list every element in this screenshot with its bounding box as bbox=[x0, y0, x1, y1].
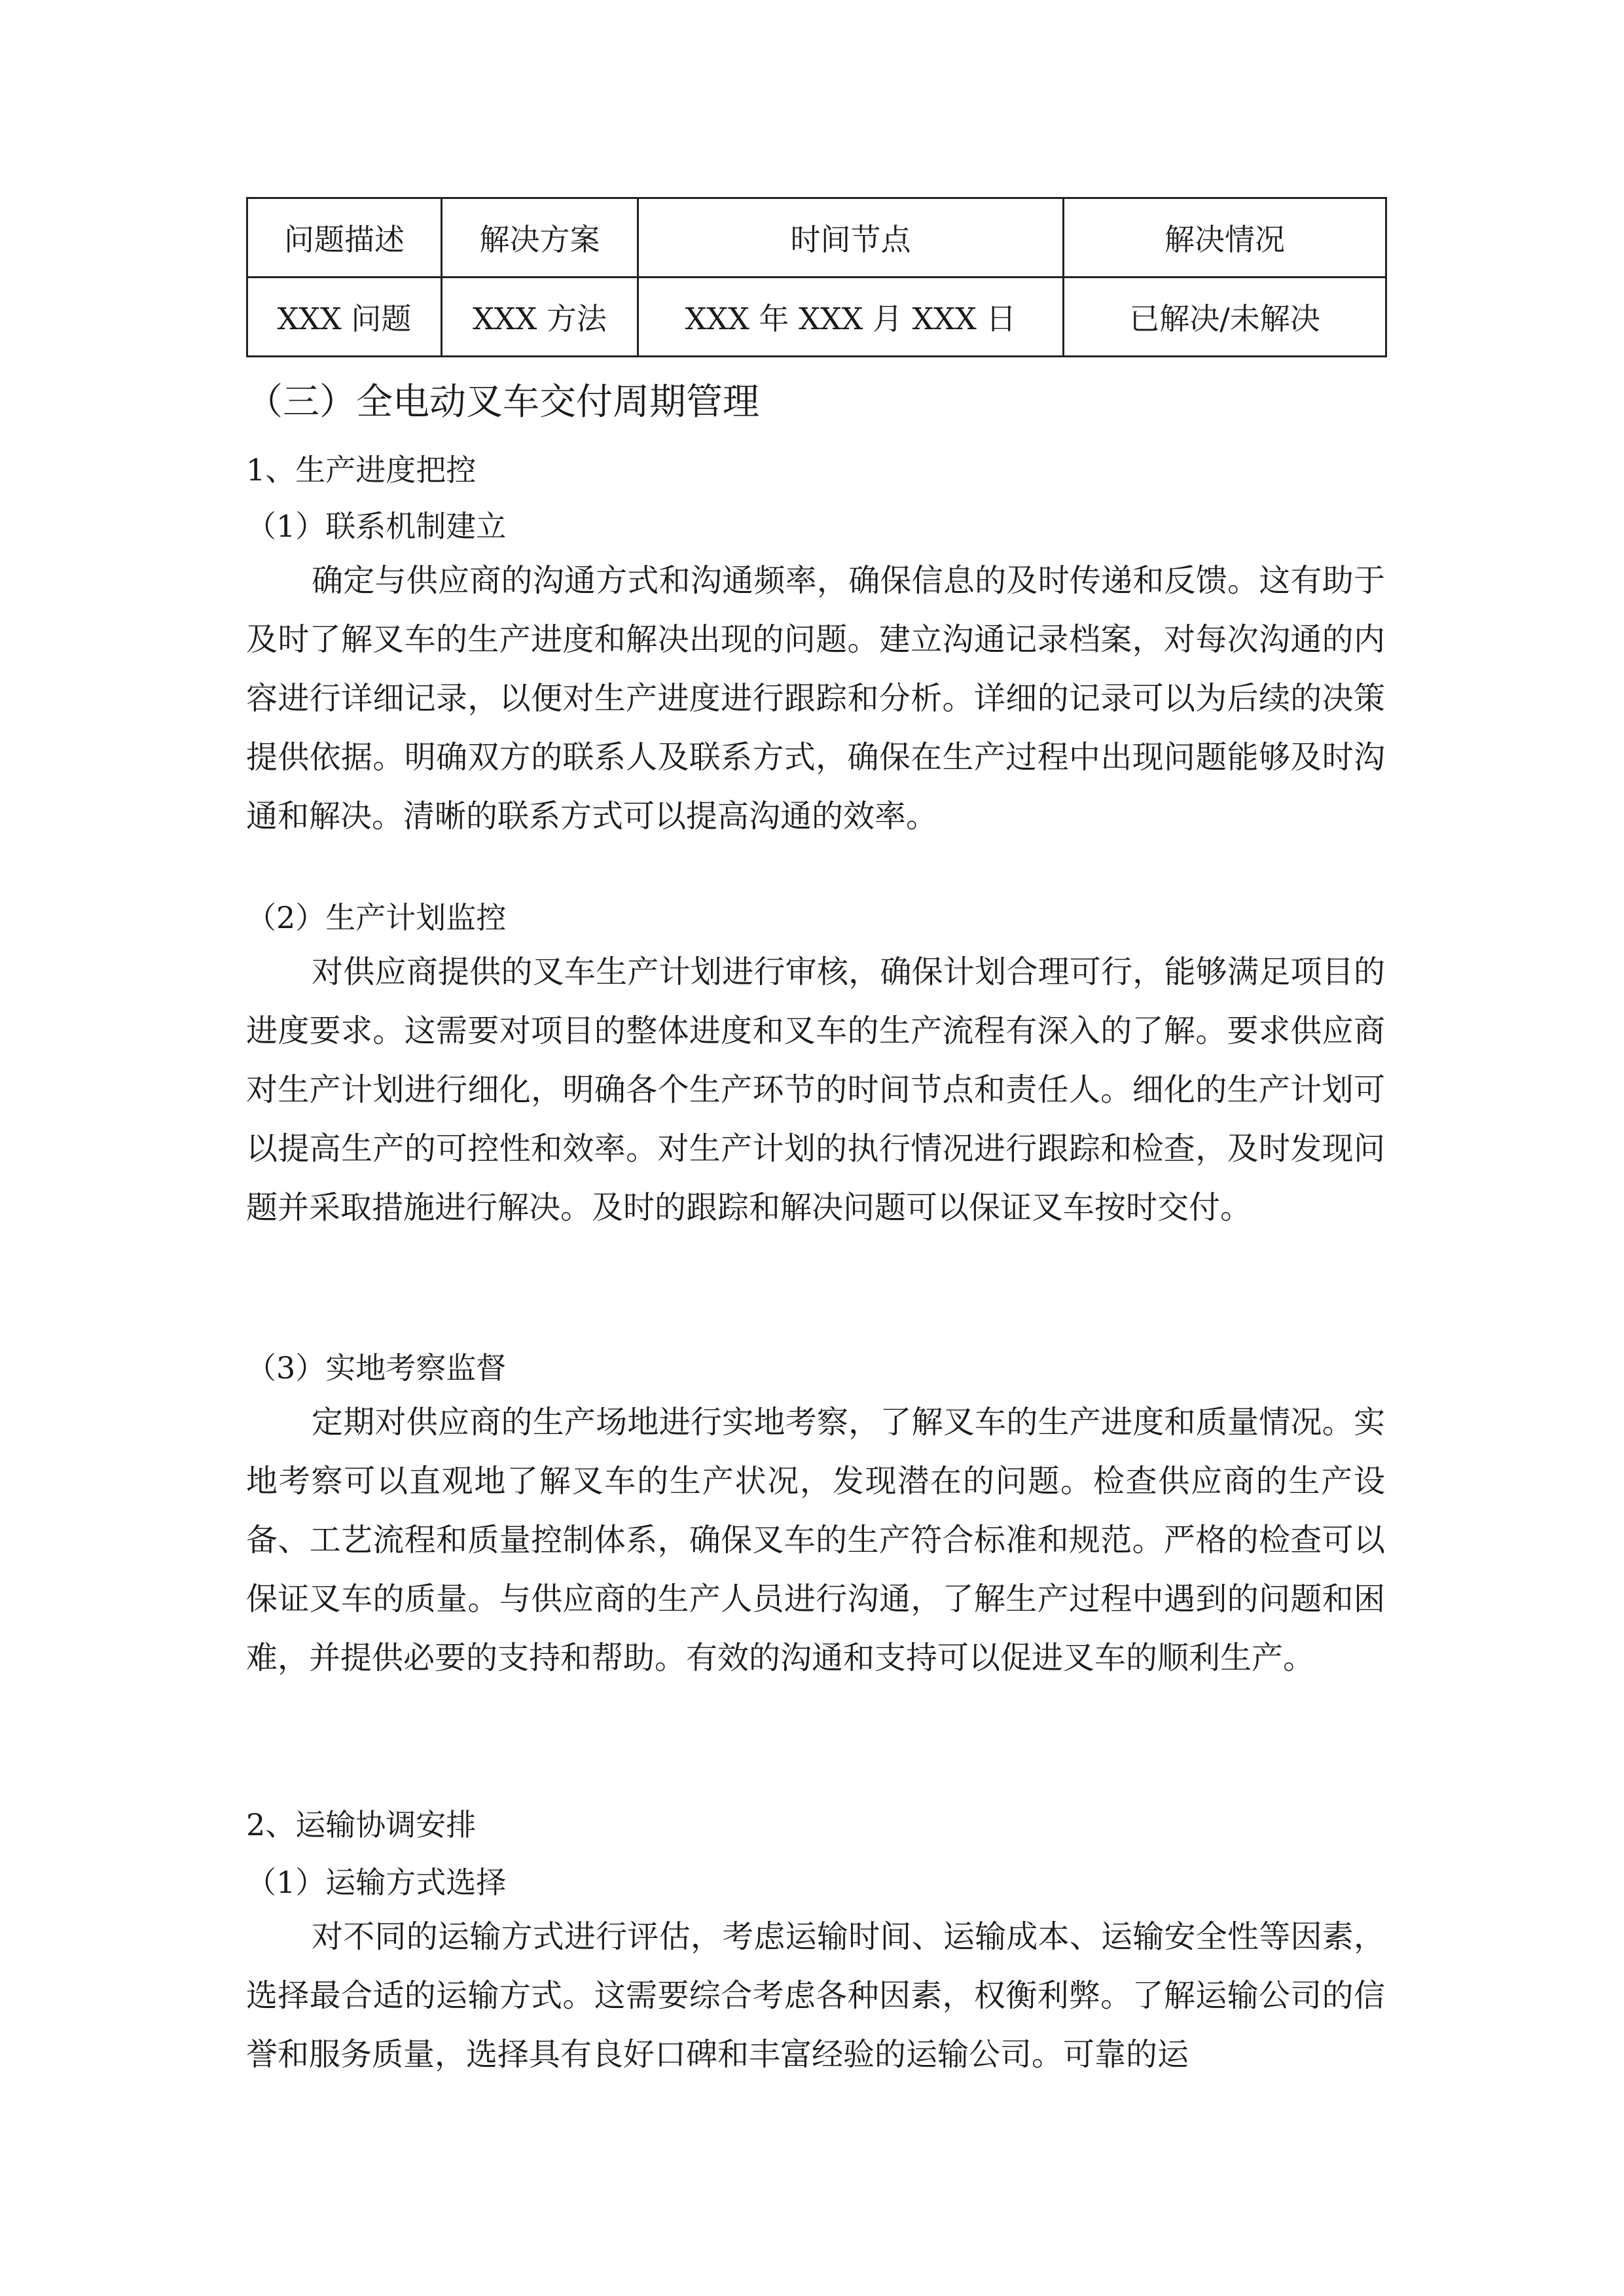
table-header-row bbox=[247, 198, 1386, 278]
subheading-transport-mode: （1）运输方式选择 bbox=[246, 1865, 507, 1900]
table-cell: XXX 年 XXX 月 XXX 日 bbox=[638, 278, 1064, 357]
table-cell: XXX 方法 bbox=[442, 278, 638, 357]
table-header-cell: 问题描述 bbox=[247, 198, 442, 278]
table-cell: 已解决/未解决 bbox=[1064, 278, 1386, 357]
subheading-site-inspection: （3）实地考察监督 bbox=[246, 1350, 507, 1386]
paragraph-transport-mode: 对不同的运输方式进行评估，考虑运输时间、运输成本、运输安全性等因素，选择最合适的运输方式。这需要综合考虑各种因素，权衡利弊。了解运输公司的信誉和服务质量，选择具有良好口碑和丰富经验的运输公司。可靠的运 bbox=[246, 1918, 1385, 2073]
table-cell: XXX 问题 bbox=[247, 278, 442, 357]
heading-production-progress: 1、生产进度把控 bbox=[246, 452, 477, 488]
table-header-cell: 解决情况 bbox=[1064, 198, 1386, 278]
subheading-contact-mechanism: （1）联系机制建立 bbox=[246, 509, 507, 544]
subheading-production-plan: （2）生产计划监控 bbox=[246, 900, 507, 935]
paragraph-production-plan: 对供应商提供的叉车生产计划进行审核，确保计划合理可行，能够满足项目的进度要求。这需要对项目的整体进度和叉车的生产流程有深入的了解。要求供应商对生产计划进行细化，明确各个生产环节的时间节点和责任人。细化的生产计划可以提高生产的可控性和效率。对生产计划的执行情况进行跟踪和检查，及时发现问题并采取措施进行解决。及时的跟踪和解决问题可以保证叉车按时交付。 bbox=[246, 954, 1385, 1226]
table-header-cell: 时间节点 bbox=[638, 198, 1064, 278]
table-row bbox=[247, 278, 1386, 357]
paragraph-site-inspection: 定期对供应商的生产场地进行实地考察，了解叉车的生产进度和质量情况。实地考察可以直观地了解叉车的生产状况，发现潜在的问题。检查供应商的生产设备、工艺流程和质量控制体系，确保叉车的生产符合标准和规范。严格的检查可以保证叉车的质量。与供应商的生产人员进行沟通，了解生产过程中遇到的问题和困难，并提供必要的支持和帮助。有效的沟通和支持可以促进叉车的顺利生产。 bbox=[246, 1404, 1385, 1676]
section-title: （三）全电动叉车交付周期管理 bbox=[246, 381, 759, 423]
table-header-cell: 解决方案 bbox=[442, 198, 638, 278]
paragraph-contact-mechanism: 确定与供应商的沟通方式和沟通频率，确保信息的及时传递和反馈。这有助于及时了解叉车的生产进度和解决出现的问题。建立沟通记录档案，对每次沟通的内容进行详细记录，以便对生产进度进行跟踪和分析。详细的记录可以为后续的决策提供依据。明确双方的联系人及联系方式，确保在生产过程中出现问题能够及时沟通和解决。清晰的联系方式可以提高沟通的效率。 bbox=[246, 562, 1385, 834]
issue-table bbox=[246, 197, 1387, 357]
heading-transport-coordination: 2、运输协调安排 bbox=[246, 1807, 477, 1842]
